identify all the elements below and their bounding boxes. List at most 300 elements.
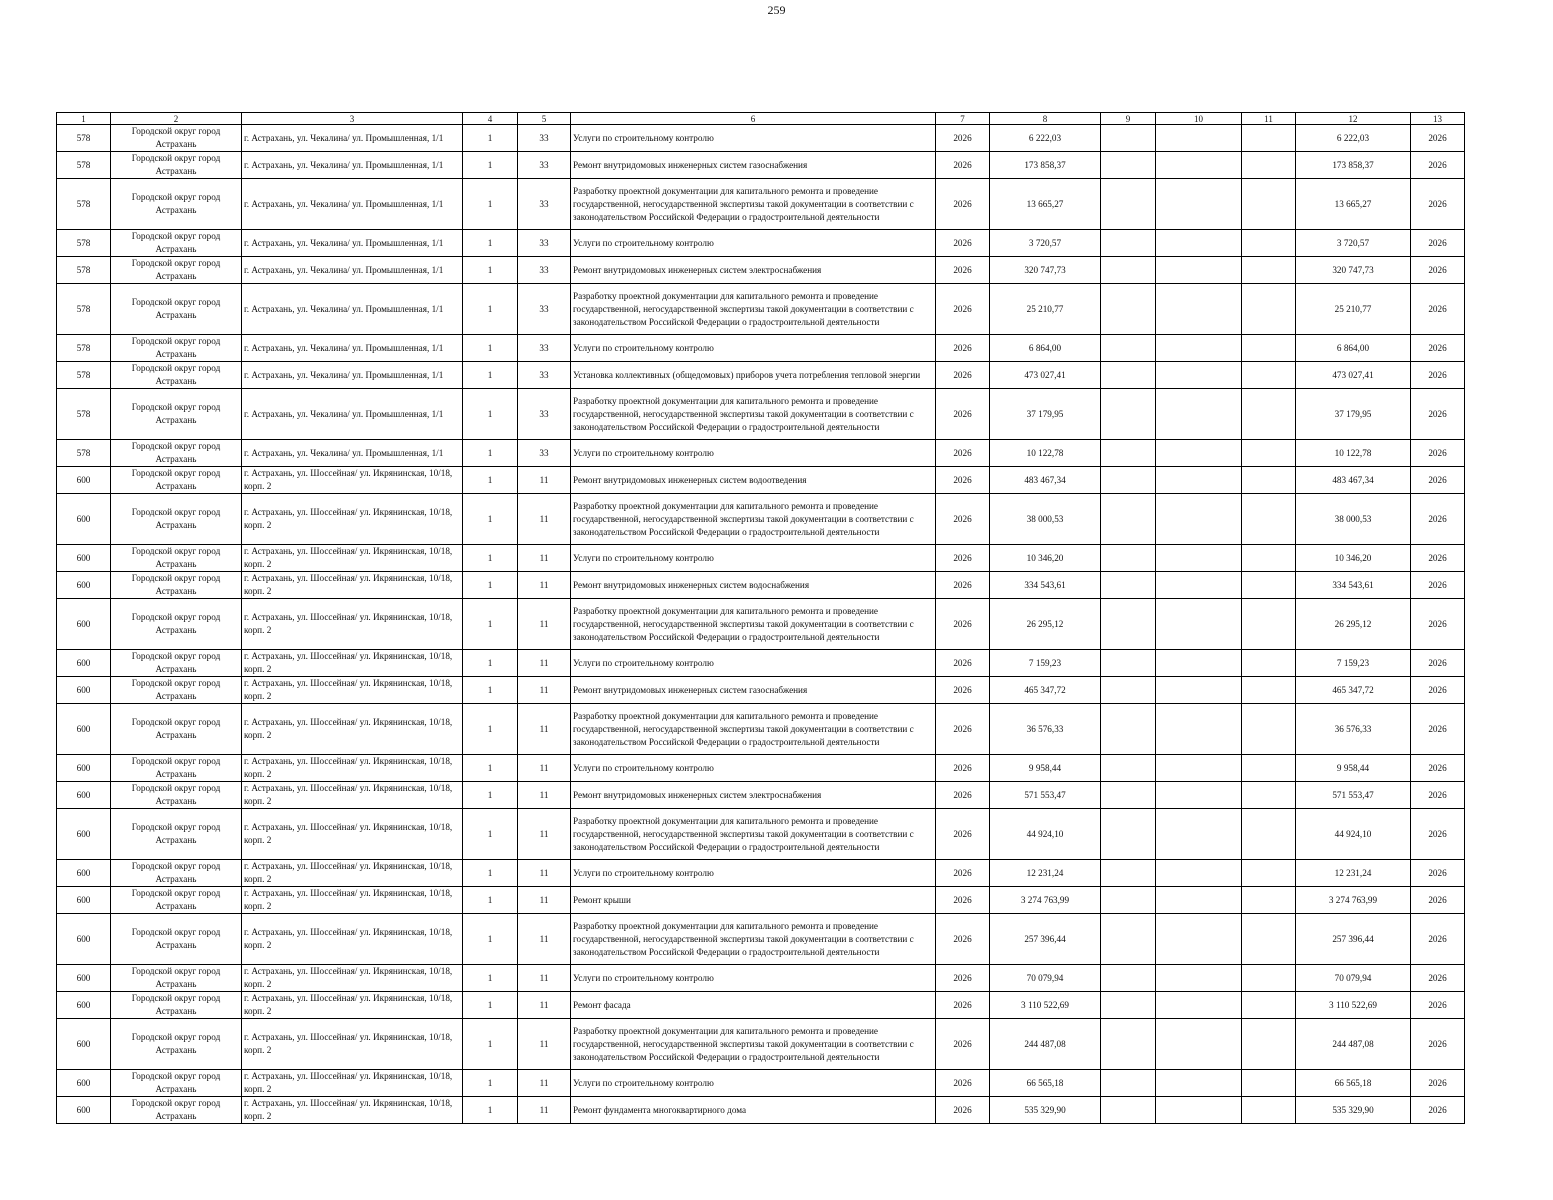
cell-col9	[1101, 1070, 1156, 1097]
cell-year: 2026	[936, 545, 990, 572]
table-row	[57, 887, 1465, 914]
cell-year: 2026	[936, 467, 990, 494]
cell-col10	[1156, 1070, 1242, 1097]
cell-col9	[1101, 440, 1156, 467]
cell-address: г. Астрахань, ул. Шоссейная/ ул. Икрянинская, 10/18, корп. 2	[242, 887, 463, 914]
table-row	[57, 572, 1465, 599]
cell-year: 2026	[936, 125, 990, 152]
cell-col10	[1156, 914, 1242, 965]
cell-col4: 1	[463, 650, 518, 677]
table-row	[57, 494, 1465, 545]
cell-col4: 1	[463, 887, 518, 914]
cell-object-id: 578	[57, 152, 111, 179]
cell-total: 26 295,12	[1296, 599, 1411, 650]
table-row	[57, 125, 1465, 152]
cell-municipality: Городской округ город Астрахань	[111, 230, 242, 257]
cell-year: 2026	[936, 650, 990, 677]
cell-col10	[1156, 440, 1242, 467]
cell-col10	[1156, 677, 1242, 704]
cell-work-type: Разработку проектной документации для капитального ремонта и проведение государственной, негосударственной экспертизы такой документации в соответствии с законодательством Российской Федерации о градостроительной деятельности	[571, 704, 936, 755]
table-row	[57, 467, 1465, 494]
cell-col9	[1101, 755, 1156, 782]
cell-col10	[1156, 782, 1242, 809]
cell-col13: 2026	[1411, 1070, 1465, 1097]
cell-total: 257 396,44	[1296, 914, 1411, 965]
cell-year: 2026	[936, 494, 990, 545]
cell-col4: 1	[463, 1070, 518, 1097]
cell-col11	[1242, 545, 1296, 572]
cell-year: 2026	[936, 389, 990, 440]
table-row	[57, 965, 1465, 992]
cell-work-type: Услуги по строительному контролю	[571, 335, 936, 362]
cell-object-id: 578	[57, 125, 111, 152]
cell-year: 2026	[936, 335, 990, 362]
cell-municipality: Городской округ город Астрахань	[111, 782, 242, 809]
cell-col5: 11	[518, 809, 571, 860]
cell-year: 2026	[936, 860, 990, 887]
cell-cost: 36 576,33	[990, 704, 1101, 755]
table-row	[57, 677, 1465, 704]
cell-address: г. Астрахань, ул. Шоссейная/ ул. Икрянинская, 10/18, корп. 2	[242, 494, 463, 545]
cell-col4: 1	[463, 914, 518, 965]
cell-col10	[1156, 809, 1242, 860]
cell-object-id: 600	[57, 650, 111, 677]
cell-col4: 1	[463, 965, 518, 992]
cell-work-type: Разработку проектной документации для капитального ремонта и проведение государственной, негосударственной экспертизы такой документации в соответствии с законодательством Российской Федерации о градостроительной деятельности	[571, 389, 936, 440]
cell-object-id: 600	[57, 494, 111, 545]
cell-total: 37 179,95	[1296, 389, 1411, 440]
cell-total: 25 210,77	[1296, 284, 1411, 335]
cell-col4: 1	[463, 860, 518, 887]
cell-col4: 1	[463, 125, 518, 152]
cell-col5: 33	[518, 179, 571, 230]
table-row	[57, 440, 1465, 467]
cell-object-id: 600	[57, 704, 111, 755]
cell-year: 2026	[936, 230, 990, 257]
cell-cost: 257 396,44	[990, 914, 1101, 965]
cell-col13: 2026	[1411, 650, 1465, 677]
cell-address: г. Астрахань, ул. Чекалина/ ул. Промышленная, 1/1	[242, 125, 463, 152]
cell-year: 2026	[936, 284, 990, 335]
cell-work-type: Услуги по строительному контролю	[571, 650, 936, 677]
cell-col10	[1156, 362, 1242, 389]
cell-work-type: Разработку проектной документации для капитального ремонта и проведение государственной, негосударственной экспертизы такой документации в соответствии с законодательством Российской Федерации о градостроительной деятельности	[571, 599, 936, 650]
cell-col9	[1101, 389, 1156, 440]
cell-col11	[1242, 914, 1296, 965]
cell-col9	[1101, 992, 1156, 1019]
cell-col10	[1156, 545, 1242, 572]
cell-cost: 473 027,41	[990, 362, 1101, 389]
table-row	[57, 257, 1465, 284]
cell-col9	[1101, 257, 1156, 284]
column-header-13: 13	[1411, 113, 1465, 125]
cell-cost: 25 210,77	[990, 284, 1101, 335]
cell-col5: 33	[518, 362, 571, 389]
cell-total: 465 347,72	[1296, 677, 1411, 704]
cell-col10	[1156, 860, 1242, 887]
cell-col13: 2026	[1411, 440, 1465, 467]
cell-cost: 6 864,00	[990, 335, 1101, 362]
cell-year: 2026	[936, 179, 990, 230]
cell-object-id: 600	[57, 545, 111, 572]
table-row	[57, 545, 1465, 572]
cell-col10	[1156, 152, 1242, 179]
cell-work-type: Услуги по строительному контролю	[571, 545, 936, 572]
cell-cost: 3 274 763,99	[990, 887, 1101, 914]
table-body	[57, 125, 1465, 1124]
cell-col13: 2026	[1411, 335, 1465, 362]
cell-col5: 11	[518, 782, 571, 809]
cell-col4: 1	[463, 179, 518, 230]
cell-col13: 2026	[1411, 992, 1465, 1019]
table-row	[57, 179, 1465, 230]
table-row	[57, 914, 1465, 965]
cell-work-type: Ремонт внутридомовых инженерных систем газоснабжения	[571, 677, 936, 704]
cell-col11	[1242, 809, 1296, 860]
column-header-11: 11	[1242, 113, 1296, 125]
cell-object-id: 600	[57, 992, 111, 1019]
cell-col4: 1	[463, 494, 518, 545]
column-header-8: 8	[990, 113, 1101, 125]
cell-col11	[1242, 152, 1296, 179]
cell-col5: 11	[518, 599, 571, 650]
cell-col5: 11	[518, 494, 571, 545]
cell-col13: 2026	[1411, 1019, 1465, 1070]
cell-cost: 571 553,47	[990, 782, 1101, 809]
cell-work-type: Разработку проектной документации для капитального ремонта и проведение государственной, негосударственной экспертизы такой документации в соответствии с законодательством Российской Федерации о градостроительной деятельности	[571, 179, 936, 230]
cell-address: г. Астрахань, ул. Шоссейная/ ул. Икрянинская, 10/18, корп. 2	[242, 1019, 463, 1070]
cell-cost: 37 179,95	[990, 389, 1101, 440]
cell-address: г. Астрахань, ул. Шоссейная/ ул. Икрянинская, 10/18, корп. 2	[242, 860, 463, 887]
cell-col13: 2026	[1411, 887, 1465, 914]
cell-address: г. Астрахань, ул. Шоссейная/ ул. Икрянинская, 10/18, корп. 2	[242, 704, 463, 755]
cell-col13: 2026	[1411, 467, 1465, 494]
cell-total: 473 027,41	[1296, 362, 1411, 389]
cell-col5: 11	[518, 572, 571, 599]
cell-year: 2026	[936, 1097, 990, 1124]
cell-municipality: Городской округ город Астрахань	[111, 992, 242, 1019]
cell-address: г. Астрахань, ул. Шоссейная/ ул. Икрянинская, 10/18, корп. 2	[242, 572, 463, 599]
cell-total: 44 924,10	[1296, 809, 1411, 860]
cell-municipality: Городской округ город Астрахань	[111, 677, 242, 704]
cell-address: г. Астрахань, ул. Чекалина/ ул. Промышленная, 1/1	[242, 284, 463, 335]
page-number: 259	[767, 3, 786, 17]
cell-year: 2026	[936, 992, 990, 1019]
cell-work-type: Разработку проектной документации для капитального ремонта и проведение государственной, негосударственной экспертизы такой документации в соответствии с законодательством Российской Федерации о градостроительной деятельности	[571, 809, 936, 860]
cell-col9	[1101, 650, 1156, 677]
cell-cost: 12 231,24	[990, 860, 1101, 887]
cell-object-id: 600	[57, 860, 111, 887]
cell-object-id: 578	[57, 257, 111, 284]
cell-col5: 11	[518, 467, 571, 494]
cell-municipality: Городской округ город Астрахань	[111, 860, 242, 887]
cell-col9	[1101, 860, 1156, 887]
cell-col5: 11	[518, 914, 571, 965]
cell-cost: 10 122,78	[990, 440, 1101, 467]
cell-col9	[1101, 284, 1156, 335]
cell-year: 2026	[936, 440, 990, 467]
cell-year: 2026	[936, 599, 990, 650]
table-row	[57, 650, 1465, 677]
cell-col10	[1156, 992, 1242, 1019]
cell-col11	[1242, 965, 1296, 992]
cell-col9	[1101, 335, 1156, 362]
cell-col4: 1	[463, 677, 518, 704]
cell-total: 12 231,24	[1296, 860, 1411, 887]
cell-col11	[1242, 992, 1296, 1019]
cell-address: г. Астрахань, ул. Чекалина/ ул. Промышленная, 1/1	[242, 152, 463, 179]
cell-total: 13 665,27	[1296, 179, 1411, 230]
cell-col4: 1	[463, 1019, 518, 1070]
column-header-5: 5	[518, 113, 571, 125]
cell-col10	[1156, 230, 1242, 257]
cell-total: 3 274 763,99	[1296, 887, 1411, 914]
cell-col5: 33	[518, 125, 571, 152]
cell-work-type: Услуги по строительному контролю	[571, 965, 936, 992]
cell-municipality: Городской округ город Астрахань	[111, 284, 242, 335]
column-header-7: 7	[936, 113, 990, 125]
cell-col13: 2026	[1411, 914, 1465, 965]
cell-col5: 11	[518, 704, 571, 755]
cell-municipality: Городской округ город Астрахань	[111, 887, 242, 914]
cell-year: 2026	[936, 965, 990, 992]
cell-municipality: Городской округ город Астрахань	[111, 179, 242, 230]
cell-municipality: Городской округ город Астрахань	[111, 1019, 242, 1070]
cell-total: 173 858,37	[1296, 152, 1411, 179]
cell-col4: 1	[463, 1097, 518, 1124]
cell-work-type: Ремонт фасада	[571, 992, 936, 1019]
cell-address: г. Астрахань, ул. Шоссейная/ ул. Икрянинская, 10/18, корп. 2	[242, 992, 463, 1019]
cell-col5: 11	[518, 992, 571, 1019]
cell-work-type: Услуги по строительному контролю	[571, 755, 936, 782]
cell-col13: 2026	[1411, 545, 1465, 572]
cell-object-id: 600	[57, 755, 111, 782]
cell-year: 2026	[936, 782, 990, 809]
cell-col9	[1101, 599, 1156, 650]
cell-col10	[1156, 965, 1242, 992]
cell-object-id: 600	[57, 467, 111, 494]
cell-municipality: Городской округ город Астрахань	[111, 1097, 242, 1124]
cell-address: г. Астрахань, ул. Чекалина/ ул. Промышленная, 1/1	[242, 335, 463, 362]
cell-col9	[1101, 677, 1156, 704]
column-number-row	[57, 113, 1465, 125]
cell-col5: 11	[518, 677, 571, 704]
cell-col13: 2026	[1411, 1097, 1465, 1124]
table-row	[57, 362, 1465, 389]
cell-col11	[1242, 125, 1296, 152]
cell-total: 38 000,53	[1296, 494, 1411, 545]
cell-year: 2026	[936, 809, 990, 860]
cell-col4: 1	[463, 467, 518, 494]
cell-col13: 2026	[1411, 704, 1465, 755]
cell-col4: 1	[463, 599, 518, 650]
cell-municipality: Городской округ город Астрахань	[111, 755, 242, 782]
cell-work-type: Ремонт крыши	[571, 887, 936, 914]
cell-col9	[1101, 1097, 1156, 1124]
cell-col11	[1242, 599, 1296, 650]
cell-col11	[1242, 335, 1296, 362]
cell-year: 2026	[936, 677, 990, 704]
cell-work-type: Ремонт внутридомовых инженерных систем водоотведения	[571, 467, 936, 494]
cell-col13: 2026	[1411, 782, 1465, 809]
cell-cost: 483 467,34	[990, 467, 1101, 494]
cell-col5: 33	[518, 440, 571, 467]
cell-col13: 2026	[1411, 494, 1465, 545]
cell-col5: 11	[518, 650, 571, 677]
cell-municipality: Городской округ город Астрахань	[111, 965, 242, 992]
cell-year: 2026	[936, 887, 990, 914]
cell-address: г. Астрахань, ул. Чекалина/ ул. Промышленная, 1/1	[242, 230, 463, 257]
cell-work-type: Установка коллективных (общедомовых) приборов учета потребления тепловой энергии	[571, 362, 936, 389]
cell-cost: 44 924,10	[990, 809, 1101, 860]
cell-work-type: Услуги по строительному контролю	[571, 230, 936, 257]
cell-address: г. Астрахань, ул. Шоссейная/ ул. Икрянинская, 10/18, корп. 2	[242, 599, 463, 650]
cell-col10	[1156, 650, 1242, 677]
cell-cost: 6 222,03	[990, 125, 1101, 152]
cell-col11	[1242, 389, 1296, 440]
cell-municipality: Городской округ город Астрахань	[111, 494, 242, 545]
column-header-4: 4	[463, 113, 518, 125]
cell-municipality: Городской округ город Астрахань	[111, 599, 242, 650]
cell-year: 2026	[936, 572, 990, 599]
cell-cost: 535 329,90	[990, 1097, 1101, 1124]
cell-object-id: 600	[57, 809, 111, 860]
cell-col13: 2026	[1411, 179, 1465, 230]
cell-col9	[1101, 467, 1156, 494]
cell-address: г. Астрахань, ул. Шоссейная/ ул. Икрянинская, 10/18, корп. 2	[242, 782, 463, 809]
cell-col11	[1242, 782, 1296, 809]
cell-col11	[1242, 494, 1296, 545]
cell-col9	[1101, 887, 1156, 914]
cell-object-id: 600	[57, 914, 111, 965]
cell-address: г. Астрахань, ул. Шоссейная/ ул. Икрянинская, 10/18, корп. 2	[242, 1097, 463, 1124]
cell-municipality: Городской округ город Астрахань	[111, 335, 242, 362]
cell-cost: 7 159,23	[990, 650, 1101, 677]
table-row	[57, 992, 1465, 1019]
cell-cost: 70 079,94	[990, 965, 1101, 992]
cell-municipality: Городской округ город Астрахань	[111, 1070, 242, 1097]
cell-col11	[1242, 860, 1296, 887]
cell-object-id: 600	[57, 965, 111, 992]
cell-object-id: 600	[57, 887, 111, 914]
cell-col5: 11	[518, 1019, 571, 1070]
cell-address: г. Астрахань, ул. Шоссейная/ ул. Икрянинская, 10/18, корп. 2	[242, 965, 463, 992]
cell-work-type: Услуги по строительному контролю	[571, 440, 936, 467]
cell-col11	[1242, 179, 1296, 230]
cell-col11	[1242, 1097, 1296, 1124]
cell-col4: 1	[463, 389, 518, 440]
cell-year: 2026	[936, 704, 990, 755]
cell-total: 334 543,61	[1296, 572, 1411, 599]
cell-total: 10 122,78	[1296, 440, 1411, 467]
cell-municipality: Городской округ город Астрахань	[111, 389, 242, 440]
cell-col11	[1242, 572, 1296, 599]
cell-col5: 11	[518, 1070, 571, 1097]
cell-col4: 1	[463, 782, 518, 809]
cell-col9	[1101, 152, 1156, 179]
cell-col4: 1	[463, 755, 518, 782]
cell-col9	[1101, 230, 1156, 257]
cell-col5: 33	[518, 257, 571, 284]
cell-work-type: Разработку проектной документации для капитального ремонта и проведение государственной, негосударственной экспертизы такой документации в соответствии с законодательством Российской Федерации о градостроительной деятельности	[571, 494, 936, 545]
cell-object-id: 600	[57, 677, 111, 704]
table-row	[57, 230, 1465, 257]
cell-total: 571 553,47	[1296, 782, 1411, 809]
cell-object-id: 600	[57, 572, 111, 599]
cell-total: 244 487,08	[1296, 1019, 1411, 1070]
cell-col10	[1156, 389, 1242, 440]
cell-address: г. Астрахань, ул. Чекалина/ ул. Промышленная, 1/1	[242, 440, 463, 467]
cell-col9	[1101, 572, 1156, 599]
table-row	[57, 335, 1465, 362]
cell-cost: 9 958,44	[990, 755, 1101, 782]
cell-work-type: Ремонт внутридомовых инженерных систем электроснабжения	[571, 257, 936, 284]
cell-total: 3 110 522,69	[1296, 992, 1411, 1019]
cell-year: 2026	[936, 362, 990, 389]
cell-col10	[1156, 284, 1242, 335]
cell-total: 3 720,57	[1296, 230, 1411, 257]
cell-col10	[1156, 1019, 1242, 1070]
cell-col10	[1156, 755, 1242, 782]
cell-col11	[1242, 440, 1296, 467]
cell-total: 6 864,00	[1296, 335, 1411, 362]
cell-municipality: Городской округ город Астрахань	[111, 572, 242, 599]
cell-cost: 3 720,57	[990, 230, 1101, 257]
cell-municipality: Городской округ город Астрахань	[111, 545, 242, 572]
cell-total: 6 222,03	[1296, 125, 1411, 152]
cell-object-id: 600	[57, 1070, 111, 1097]
cell-total: 10 346,20	[1296, 545, 1411, 572]
cell-col13: 2026	[1411, 362, 1465, 389]
cell-col4: 1	[463, 440, 518, 467]
cell-col9	[1101, 362, 1156, 389]
cell-address: г. Астрахань, ул. Чекалина/ ул. Промышленная, 1/1	[242, 179, 463, 230]
cell-object-id: 578	[57, 440, 111, 467]
cell-col4: 1	[463, 230, 518, 257]
cell-col9	[1101, 965, 1156, 992]
cell-col5: 11	[518, 887, 571, 914]
cell-municipality: Городской округ город Астрахань	[111, 440, 242, 467]
cell-col4: 1	[463, 545, 518, 572]
table-row	[57, 389, 1465, 440]
cell-col13: 2026	[1411, 755, 1465, 782]
cell-cost: 26 295,12	[990, 599, 1101, 650]
cell-total: 70 079,94	[1296, 965, 1411, 992]
cell-object-id: 600	[57, 1097, 111, 1124]
cell-address: г. Астрахань, ул. Чекалина/ ул. Промышленная, 1/1	[242, 389, 463, 440]
cell-col10	[1156, 1097, 1242, 1124]
cell-address: г. Астрахань, ул. Шоссейная/ ул. Икрянинская, 10/18, корп. 2	[242, 755, 463, 782]
cell-col9	[1101, 125, 1156, 152]
cell-object-id: 600	[57, 1019, 111, 1070]
cell-col13: 2026	[1411, 230, 1465, 257]
cell-cost: 3 110 522,69	[990, 992, 1101, 1019]
cell-year: 2026	[936, 1070, 990, 1097]
cell-object-id: 600	[57, 782, 111, 809]
cell-work-type: Услуги по строительному контролю	[571, 860, 936, 887]
cell-total: 535 329,90	[1296, 1097, 1411, 1124]
cell-col10	[1156, 179, 1242, 230]
cell-col4: 1	[463, 152, 518, 179]
cell-col10	[1156, 572, 1242, 599]
cell-col11	[1242, 362, 1296, 389]
cell-municipality: Городской округ город Астрахань	[111, 914, 242, 965]
cell-work-type: Разработку проектной документации для капитального ремонта и проведение государственной, негосударственной экспертизы такой документации в соответствии с законодательством Российской Федерации о градостроительной деятельности	[571, 284, 936, 335]
cell-col5: 11	[518, 545, 571, 572]
table-row	[57, 860, 1465, 887]
cell-object-id: 578	[57, 335, 111, 362]
cell-col11	[1242, 677, 1296, 704]
